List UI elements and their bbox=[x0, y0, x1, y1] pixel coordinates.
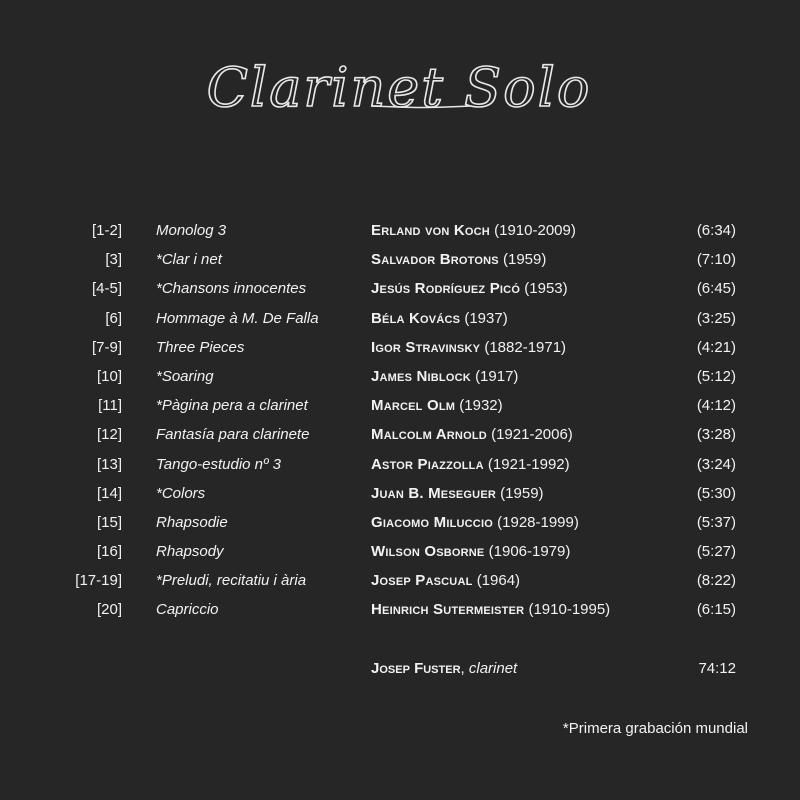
composer-years: (1959) bbox=[503, 251, 547, 269]
track-duration: (5:37) bbox=[696, 513, 736, 531]
composer-years: (1910-1995) bbox=[528, 601, 611, 619]
composer-name: Malcolm Arnold bbox=[371, 426, 487, 444]
track-work: Fantasía para clarinete bbox=[156, 426, 310, 444]
track-composer bbox=[371, 537, 570, 566]
track-row bbox=[0, 420, 800, 449]
album-title bbox=[0, 44, 800, 134]
track-number: [20] bbox=[96, 601, 122, 619]
track-row bbox=[0, 537, 800, 566]
composer-years: (1953) bbox=[524, 280, 568, 298]
album-title-text: Clarinet Solo bbox=[206, 56, 592, 119]
track-row bbox=[0, 362, 800, 391]
composer-years: (1921-2006) bbox=[491, 426, 573, 444]
composer-years: (1906-1979) bbox=[488, 543, 571, 561]
track-duration: (6:34) bbox=[696, 222, 736, 239]
track-work: Monolog 3 bbox=[156, 222, 227, 239]
composer-name: Marcel Olm bbox=[371, 397, 456, 415]
composer-years: (1937) bbox=[464, 309, 508, 327]
track-work: Rhapsodie bbox=[156, 513, 228, 531]
tracklist bbox=[0, 216, 800, 625]
track-number: [14] bbox=[96, 484, 122, 502]
track-work: Capriccio bbox=[156, 601, 219, 619]
composer-years: (1910-2009) bbox=[494, 222, 576, 239]
track-composer bbox=[371, 420, 573, 449]
track-number: [16] bbox=[96, 543, 122, 561]
track-composer bbox=[371, 450, 570, 479]
track-number: [1-2] bbox=[91, 222, 122, 239]
track-composer bbox=[371, 274, 568, 303]
track-duration: (3:25) bbox=[696, 309, 736, 327]
composer-name: Juan B. Meseguer bbox=[371, 484, 496, 502]
composer-name: Astor Piazzolla bbox=[371, 455, 484, 473]
track-composer bbox=[371, 216, 576, 245]
track-composer bbox=[371, 391, 503, 420]
composer-name: James Niblock bbox=[371, 367, 471, 385]
track-duration: (6:45) bbox=[696, 280, 736, 298]
track-work: *Preludi, recitatiu i ària bbox=[156, 572, 307, 590]
track-number: [17-19] bbox=[75, 572, 122, 590]
track-composer bbox=[371, 595, 610, 624]
composer-name: Erland von Koch bbox=[371, 222, 490, 239]
track-work: *Chansons innocentes bbox=[156, 280, 307, 298]
track-composer bbox=[371, 304, 508, 333]
track-work: Hommage à M. De Falla bbox=[156, 309, 319, 327]
track-row bbox=[0, 566, 800, 595]
composer-name: Igor Stravinsky bbox=[371, 338, 481, 356]
performer-instrument: clarinet bbox=[468, 660, 518, 677]
track-composer bbox=[371, 479, 544, 508]
composer-name: Wilson Osborne bbox=[371, 543, 485, 561]
track-composer bbox=[371, 245, 546, 274]
track-row bbox=[0, 245, 800, 274]
performer-separator: , bbox=[460, 660, 465, 677]
track-number: [6] bbox=[105, 309, 122, 327]
performer-line bbox=[0, 654, 800, 683]
track-work: Three Pieces bbox=[156, 338, 245, 356]
track-row bbox=[0, 450, 800, 479]
composer-years: (1917) bbox=[475, 367, 519, 385]
track-number: [13] bbox=[96, 455, 122, 473]
track-composer bbox=[371, 362, 518, 391]
track-number: [4-5] bbox=[91, 280, 122, 298]
track-composer bbox=[371, 566, 520, 595]
track-composer bbox=[371, 333, 566, 362]
track-work: Rhapsody bbox=[156, 543, 224, 561]
track-number: [11] bbox=[98, 397, 122, 415]
track-composer bbox=[371, 508, 579, 537]
track-duration: (4:12) bbox=[696, 397, 736, 415]
composer-years: (1959) bbox=[500, 484, 544, 502]
track-row bbox=[0, 274, 800, 303]
track-number: [15] bbox=[96, 513, 122, 531]
track-number: [3] bbox=[105, 251, 122, 269]
track-row bbox=[0, 391, 800, 420]
track-duration: (3:24) bbox=[696, 455, 736, 473]
track-duration: (5:12) bbox=[696, 367, 736, 385]
album-title-lettering bbox=[0, 44, 800, 134]
composer-years: (1932) bbox=[459, 397, 503, 415]
track-work: Tango-estudio nº 3 bbox=[156, 455, 282, 473]
track-number: [10] bbox=[96, 367, 122, 385]
track-work: *Pàgina pera a clarinet bbox=[156, 397, 308, 415]
track-duration: (5:30) bbox=[696, 484, 736, 502]
track-work: *Colors bbox=[156, 484, 206, 502]
composer-name: Jesús Rodríguez Picó bbox=[371, 280, 521, 298]
track-duration: (6:15) bbox=[696, 601, 736, 619]
track-duration: (8:22) bbox=[696, 572, 736, 590]
track-duration: (5:27) bbox=[696, 543, 736, 561]
footnote: *Primera grabación mundial bbox=[562, 720, 748, 737]
track-row bbox=[0, 304, 800, 333]
composer-name: Béla Kovács bbox=[371, 309, 461, 327]
composer-years: (1921-1992) bbox=[487, 455, 570, 473]
composer-years: (1964) bbox=[476, 572, 521, 590]
composer-name: Heinrich Sutermeister bbox=[371, 601, 525, 619]
track-row bbox=[0, 333, 800, 362]
track-work: *Soaring bbox=[156, 367, 214, 385]
track-row bbox=[0, 508, 800, 537]
track-number: [12] bbox=[96, 426, 122, 444]
track-row bbox=[0, 595, 800, 624]
track-row bbox=[0, 216, 800, 245]
composer-years: (1882-1971) bbox=[484, 338, 567, 356]
composer-name: Salvador Brotons bbox=[371, 251, 499, 269]
performer-name: Josep Fuster bbox=[371, 660, 461, 677]
track-number: [7-9] bbox=[91, 338, 122, 356]
total-time: 74:12 bbox=[698, 660, 736, 677]
composer-name: Josep Pascual bbox=[371, 572, 473, 590]
composer-years: (1928-1999) bbox=[497, 513, 579, 531]
track-row bbox=[0, 479, 800, 508]
track-duration: (7:10) bbox=[696, 251, 736, 269]
performer-credit bbox=[371, 654, 517, 683]
track-duration: (3:28) bbox=[696, 426, 736, 444]
track-duration: (4:21) bbox=[696, 338, 736, 356]
track-work: *Clar i net bbox=[156, 251, 222, 269]
composer-name: Giacomo Miluccio bbox=[371, 513, 493, 531]
